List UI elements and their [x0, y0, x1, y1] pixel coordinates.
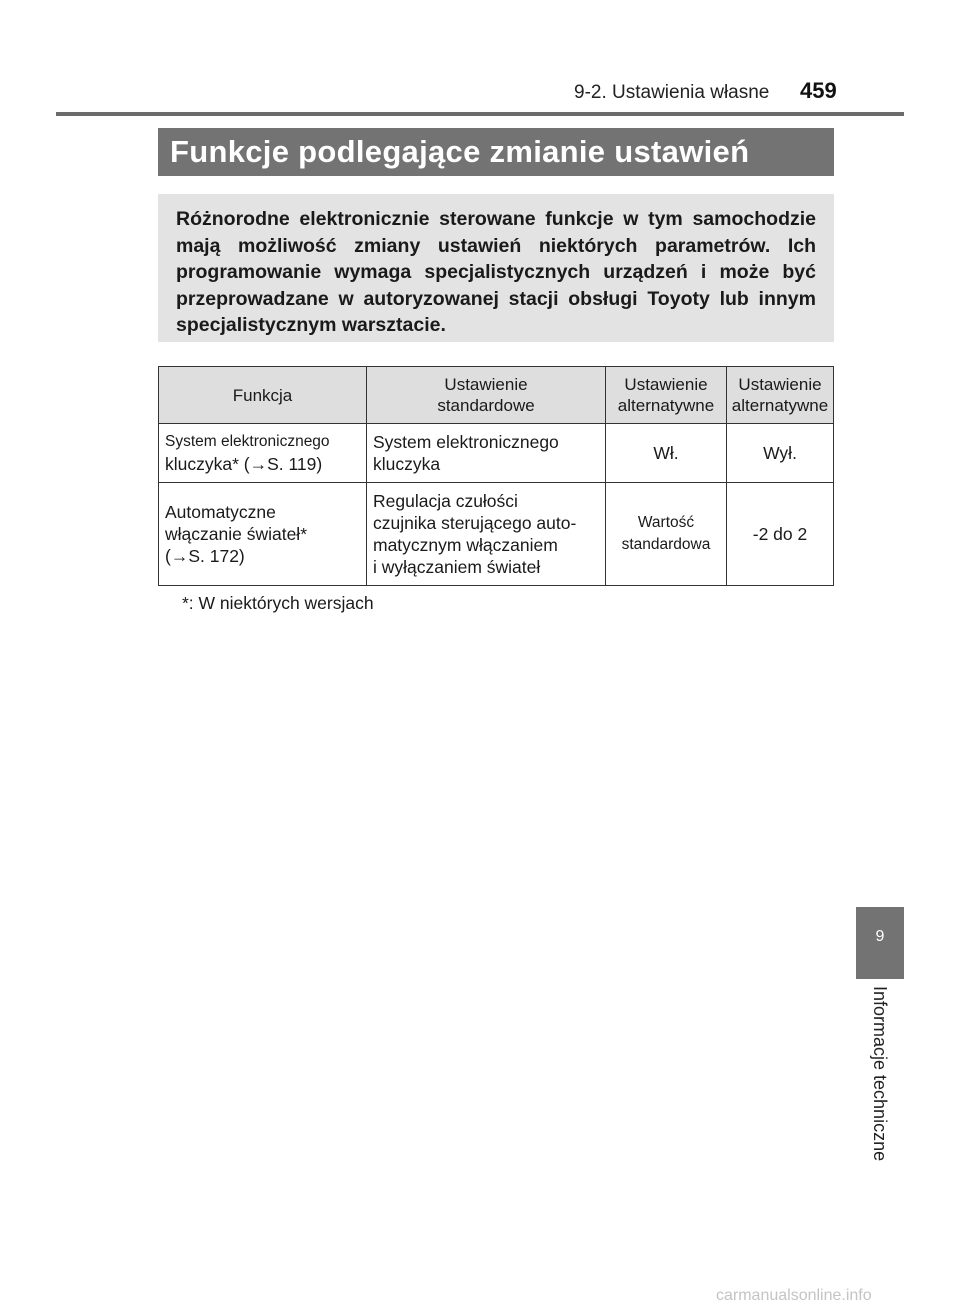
alternative-setting-cell: Wył.: [727, 424, 834, 483]
cell-text: Wartość: [637, 514, 695, 531]
intro-paragraph: Różnorodne elektronicznie sterowane funkcje w tym samochodzie mają możliwość zmiany ustawień niektórych parametrów. Ich programowanie wymaga specjalistycznych urządzeń i może być przeprowadzane w autoryzowanej stacji obsługi Toyoty lub innym specjalistycznym warsztacie.: [158, 194, 834, 342]
cell-text: (→S. 172): [165, 546, 245, 566]
cell-text: i wyłączaniem świateł: [373, 557, 541, 577]
alternative-setting-cell: -2 do 2: [727, 483, 834, 586]
page-number: 459: [800, 78, 837, 103]
header-alternative-setting-2: [727, 367, 834, 424]
chapter-tab: 9: [856, 907, 904, 979]
table-row: [159, 483, 834, 586]
cell-text: standardowa: [621, 536, 711, 553]
function-cell: [159, 424, 367, 483]
chapter-label-text: Informacje techniczne: [870, 986, 890, 1162]
header-default-setting: [367, 367, 606, 424]
header-function: Funkcja: [159, 367, 367, 424]
default-setting-cell: [367, 424, 606, 483]
header-text: Ustawienie: [738, 375, 822, 394]
function-cell: [159, 483, 367, 586]
header-text: standardowe: [437, 396, 535, 415]
alternative-setting-cell: [606, 483, 727, 586]
header-text: alternatywne: [731, 396, 829, 415]
section-title: 9-2. Ustawienia własne: [574, 82, 770, 103]
header-alternative-setting-1: [606, 367, 727, 424]
chapter-label: [860, 986, 900, 1178]
default-setting-cell: [367, 483, 606, 586]
cell-text: włączanie świateł*: [165, 524, 308, 544]
cell-text: czujnika sterującego auto-: [373, 513, 577, 533]
header-text: alternatywne: [617, 396, 715, 415]
header-text: Ustawienie: [624, 375, 708, 394]
header-rule: [56, 112, 904, 116]
footnote: *: W niektórych wersjach: [182, 593, 374, 613]
settings-table: [158, 366, 834, 586]
cell-text: System elektronicznego: [165, 433, 330, 450]
watermark: carmanualsonline.info: [716, 1287, 872, 1304]
page-title: Funkcje podlegające zmianie ustawień: [158, 128, 834, 176]
cell-text: System elektronicznego: [373, 432, 559, 452]
cell-text: Regulacja czułości: [373, 491, 518, 511]
alternative-setting-cell: Wł.: [606, 424, 727, 483]
table-row: [159, 424, 834, 483]
cell-text: matycznym włączaniem: [373, 535, 558, 555]
table-header-row: [159, 367, 834, 424]
header-text: Ustawienie: [444, 375, 528, 394]
cell-text: Automatyczne: [165, 502, 276, 522]
cell-text: kluczyka* (→S. 119): [165, 454, 323, 474]
cell-text: kluczyka: [373, 454, 441, 474]
